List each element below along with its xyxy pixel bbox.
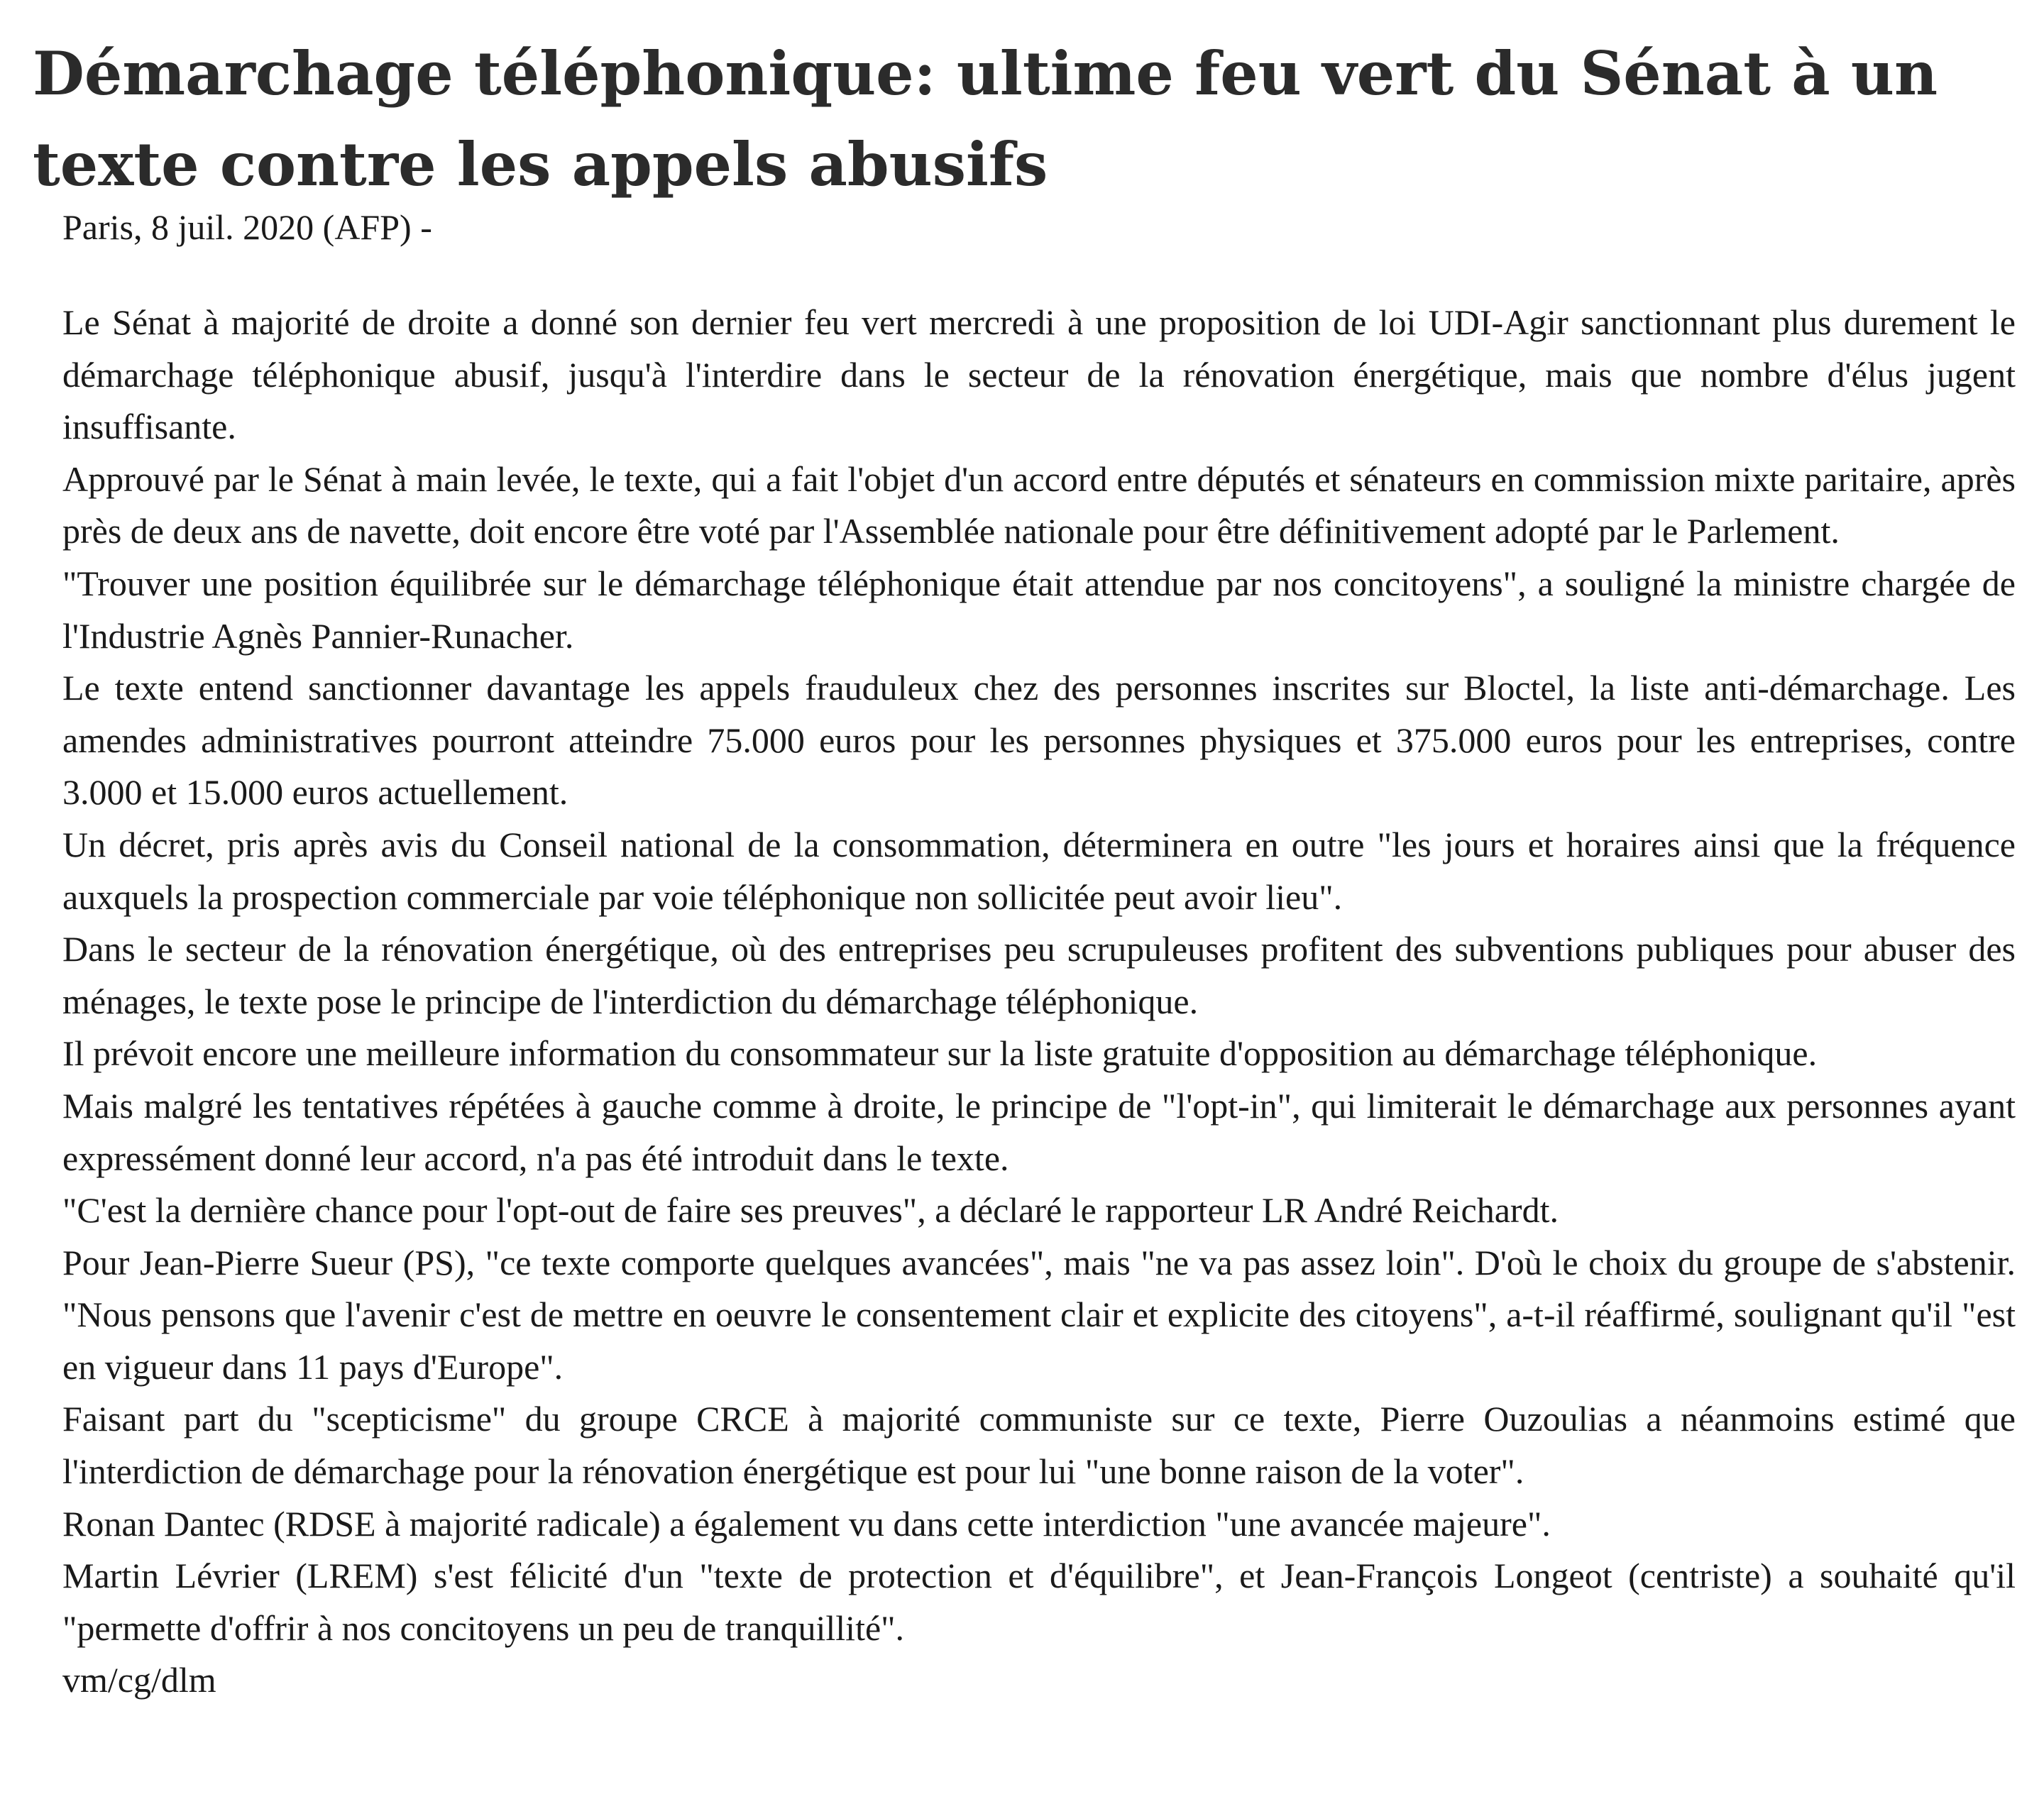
article-paragraph: Ronan Dantec (RDSE à majorité radicale) a également vu dans cette interdiction "une avancée majeure".: [62, 1503, 1551, 1544]
article-paragraph: Le Sénat à majorité de droite a donné son dernier feu vert mercredi à une proposition de loi UDI-Agir sanctionnant plus durement le démarchage téléphonique abusif, jusqu'à l'interdire dans le secteur de la rénovation énergétique, mais que nombre d'élus jugent insuffisante.: [62, 302, 2016, 447]
article-signature: vm/cg/dlm: [62, 1660, 216, 1700]
article-paragraph: "C'est la dernière chance pour l'opt-out de faire ses preuves", a déclaré le rapporteur LR André Reichardt.: [62, 1190, 1559, 1231]
article-paragraph: Faisant part du "scepticisme" du groupe CRCE à majorité communiste sur ce texte, Pierre Ouzoulias a néanmoins estimé que l'interdiction de démarchage pour la rénovation énergétique est pour lui "une bonne raison de la voter".: [62, 1399, 2016, 1492]
article-paragraph: Approuvé par le Sénat à main levée, le texte, qui a fait l'objet d'un accord entre députés et sénateurs en commission mixte paritaire, après près de deux ans de navette, doit encore être voté par l'Assemblée nationale pour être définitivement adopté par le Parlement.: [62, 458, 2016, 551]
article-paragraph: Martin Lévrier (LREM) s'est félicité d'un "texte de protection et d'équilibre", et Jean-François Longeot (centriste) a souhaité qu'il "permette d'offrir à nos concitoyens un peu de tranquillité".: [62, 1556, 2016, 1648]
article-paragraph: Un décret, pris après avis du Conseil national de la consommation, déterminera en outre "les jours et horaires ainsi que la fréquence auxquels la prospection commerciale par voie téléphonique non sollicitée peut avoir lieu".: [62, 824, 2016, 917]
article-paragraph: "Trouver une position équilibrée sur le démarchage téléphonique était attendue par nos concitoyens", a souligné la ministre chargée de l'Industrie Agnès Pannier-Runacher.: [62, 563, 2016, 656]
article-paragraph: Dans le secteur de la rénovation énergétique, où des entreprises peu scrupuleuses profitent des subventions publiques pour abuser des ménages, le texte pose le principe de l'interdiction du démarchage téléphonique.: [62, 929, 2016, 1021]
article-paragraph: Le texte entend sanctionner davantage les appels frauduleux chez des personnes inscrites sur Bloctel, la liste anti-démarchage. Les amendes administratives pourront atteindre 75.000 euros pour les personnes physiques et 375.000 euros pour les entreprises, contre 3.000 et 15.000 euros actuellement.: [62, 668, 2016, 813]
article-paragraph: Pour Jean-Pierre Sueur (PS), "ce texte comporte quelques avancées", mais "ne va pas assez loin". D'où le choix du groupe de s'abstenir. "Nous pensons que l'avenir c'est de mettre en oeuvre le consentement clair et explicite des citoyens", a-t-il réaffirmé, soulignant qu'il "est en vigueur dans 11 pays d'Europe".: [62, 1242, 2016, 1387]
article-paragraph: Il prévoit encore une meilleure information du consommateur sur la liste gratuite d'opposition au démarchage téléphonique.: [62, 1033, 1818, 1074]
article-dateline: Paris, 8 juil. 2020 (AFP) -: [62, 207, 432, 247]
article-headline: Démarchage téléphonique: ultime feu vert du Sénat à un texte contre les appels abusifs: [33, 38, 1938, 199]
article-paragraph: Mais malgré les tentatives répétées à gauche comme à droite, le principe de "l'opt-in", qui limiterait le démarchage aux personnes ayant expressément donné leur accord, n'a pas été introduit dans le texte.: [62, 1085, 2016, 1178]
article-body: [62, 297, 2016, 1707]
